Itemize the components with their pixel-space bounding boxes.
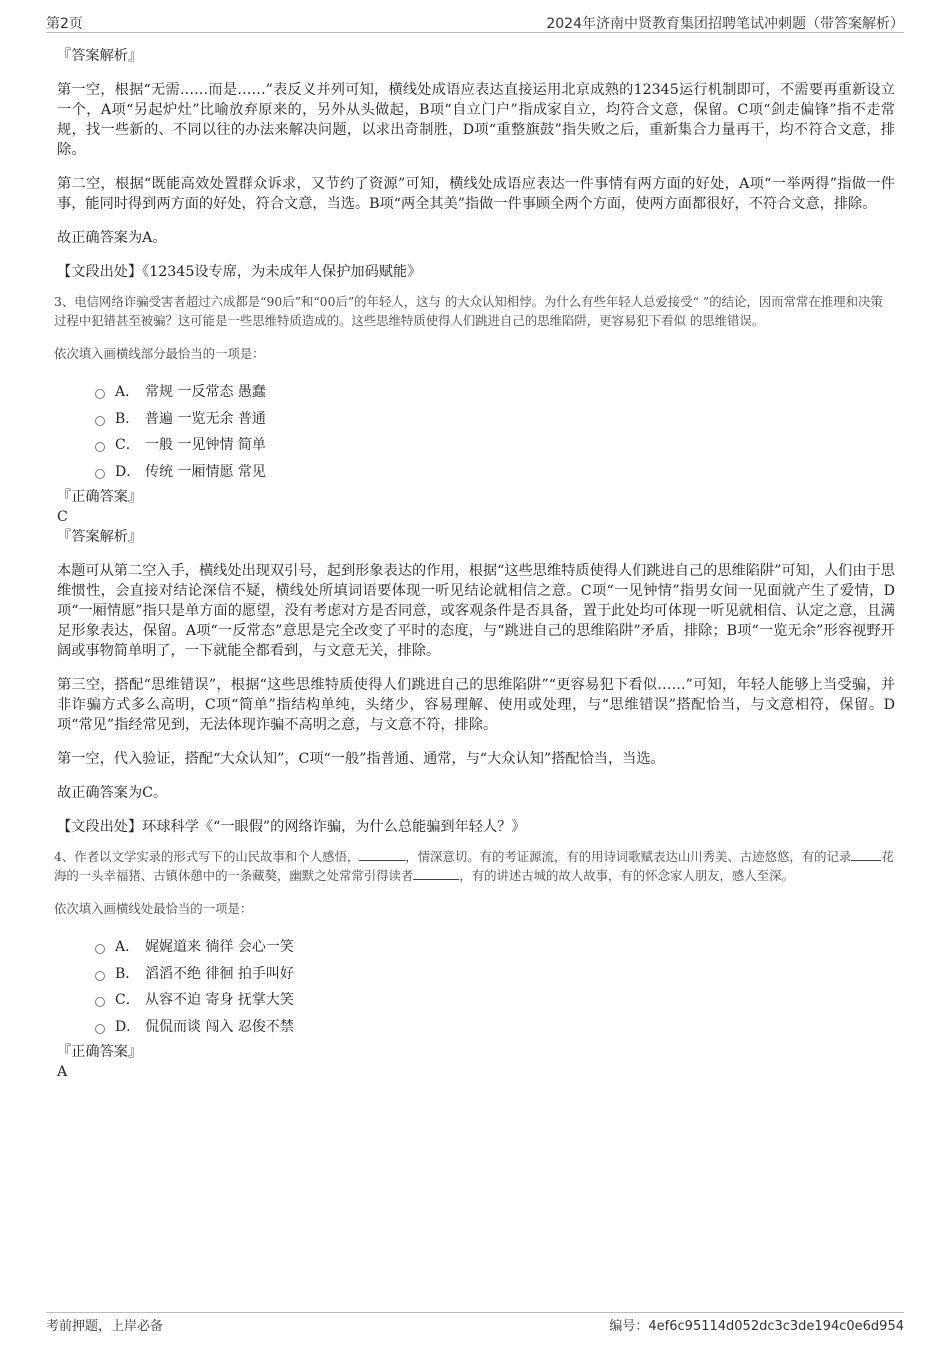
q3-source: 【文段出处】环球科学《“一眼假”的网络诈骗，为什么总能骗到年轻人？》 xyxy=(57,819,526,835)
footer-slogan: 考前押题，上岸必备 xyxy=(46,1319,164,1334)
q3-analysis-paragraph: 第一空，代入验证，搭配“大众认知”，C项“一般”指普通、通常，与“大众认知”搭配恰当，当选。 xyxy=(57,751,665,767)
q4-instruction: 依次填入画横线处最恰当的一项是： xyxy=(54,901,253,916)
q3-conclusion: 故正确答案为C。 xyxy=(57,785,168,801)
radio-icon[interactable] xyxy=(95,971,105,981)
page-number: 第2页 xyxy=(46,16,83,32)
document-code: 编号：4ef6c95114d052dc3c3de194c0e6d954 xyxy=(609,1319,904,1334)
q2-conclusion: 故正确答案为A。 xyxy=(57,230,167,246)
radio-icon[interactable] xyxy=(95,442,105,452)
q2-analysis-paragraph: 第一空，根据“无需……而是……”表反义并列可知，横线处成语应表达直接运用北京成熟的12345运行机制即可，不需要再重新设立一个，A项“另起炉灶”比喻放弃原来的，另外从头做起，B项“自立门户”指成家自立，均符合文意，保留。C项“剑走偏锋”指不走常规，找一些新的、不同以往的办法来解决问题，以求出奇制胜，D项“重整旗鼓”指失败之后，重新集合力量再干，均不符合文意，排除。 xyxy=(57,82,895,158)
q3-instruction: 依次填入画横线部分最恰当的一项是： xyxy=(54,346,265,361)
q4-option-a[interactable]: A． 娓娓道来 徜徉 会心一笑 xyxy=(57,934,895,961)
q3-analysis-paragraph: 第三空，搭配“思维错误”，根据“这些思维特质使得人们跳进自己的思维陷阱”“更容易犯下看似……”可知，年轻人能够上当受骗，并非诈骗方式多么高明，C项“简单”指结构单纯，头绪少，容易理解、使用或处理，与“思维错误”搭配恰当，与文意相符，保留。D项“常见”指经常见到，无法体现诈骗不高明之意，与文意不符，排除。 xyxy=(57,677,895,733)
q4-question-text: 4、作者以文学实录的形式写下的山民故事和个人感悟， ，情深意切。有的考证源流，有的用诗词歌赋表达山川秀美、古迹悠悠，有的记录 花海的一头幸福猪、古镇休憩中的一条藏獒，幽默之处常常引得读者 ，有的讲述古城的故人故事，有的怀念家人朋友，感人至深。 xyxy=(54,849,894,883)
page-footer xyxy=(46,1312,904,1335)
q2-analysis-paragraph: 第二空，根据“既能高效处置群众诉求，又节约了资源”可知，横线处成语应表达一件事情有两方面的好处，A项“一举两得”指做一件事，能同时得到两方面的好处，符合文意，当选。B项“两全其美”指做一件事顾全两个方面，使两方面都很好，不符合文意，排除。 xyxy=(57,176,895,212)
q3-answer: C xyxy=(57,509,68,525)
q3-analysis-label: 『答案解析』 xyxy=(57,529,143,545)
blank-line xyxy=(851,848,881,861)
radio-icon[interactable] xyxy=(95,416,105,426)
q3-analysis-paragraph: 本题可从第二空入手，横线处出现双引号，起到形象表达的作用，根据“这些思维特质使得人们跳进自己的思维陷阱”可知，人们由于思维惯性，会直接对结论深信不疑，横线处所填词语要体现一听见结论就相信之意。C项“一见钟情”指男女间一见面就产生了爱情，D项“一厢情愿”指只是单方面的愿望，没有考虑对方是否同意，或客观条件是否具备，置于此处均可体现一听见就相信、认定之意，且满足形象表达，保留。A项“一反常态”意思是完全改变了平时的态度，与“跳进自己的思维陷阱”矛盾，排除；B项“一览无余”形容视野开阔或事物简单明了，一下就能全都看到，与文意无关，排除。 xyxy=(57,563,895,659)
radio-icon[interactable] xyxy=(95,469,105,479)
radio-icon[interactable] xyxy=(95,944,105,954)
q3-question-text: 3、电信网络诈骗受害者超过六成都是“90后”和“00后”的年轻人，这与 的大众认知相悖。为什么有些年轻人总爱接受“ ”的结论，因而常常在推理和决策过程中犯错甚至被骗？这可能是一些思维特质造成的。这些思维特质使得人们跳进自己的思维陷阱，更容易犯下看似 的思维错误。 xyxy=(54,294,883,328)
blank-line xyxy=(413,867,459,880)
radio-icon[interactable] xyxy=(95,389,105,399)
q4-option-b[interactable]: B． 滔滔不绝 徘徊 拍手叫好 xyxy=(57,961,895,988)
document-title: 2024年济南中贤教育集团招聘笔试冲刺题（带答案解析） xyxy=(546,16,904,32)
q3-option-d[interactable]: D． 传统 一厢情愿 常见 xyxy=(57,459,895,486)
document-body xyxy=(54,46,895,1082)
q3-option-c[interactable]: C． 一般 一见钟情 简单 xyxy=(57,432,895,459)
q4-answer: A xyxy=(57,1064,68,1080)
q4-option-c[interactable]: C． 从容不迫 寄身 抚掌大笑 xyxy=(57,987,895,1014)
blank-line xyxy=(359,848,405,861)
radio-icon[interactable] xyxy=(95,997,105,1007)
q4-options xyxy=(57,934,895,1040)
radio-icon[interactable] xyxy=(95,1024,105,1034)
q4-answer-label: 『正确答案』 xyxy=(57,1044,143,1060)
q2-source: 【文段出处】《12345设专席，为未成年人保护加码赋能》 xyxy=(57,264,422,280)
q3-option-b[interactable]: B． 普遍 一览无余 普通 xyxy=(57,406,895,433)
q3-answer-label: 『正确答案』 xyxy=(57,489,143,505)
q2-analysis-label: 『答案解析』 xyxy=(57,48,143,64)
q3-option-a[interactable]: A． 常规 一反常态 愚蠢 xyxy=(57,379,895,406)
page-header xyxy=(46,10,904,33)
q4-option-d[interactable]: D． 侃侃而谈 闯入 忍俊不禁 xyxy=(57,1014,895,1041)
q3-options xyxy=(57,379,895,485)
